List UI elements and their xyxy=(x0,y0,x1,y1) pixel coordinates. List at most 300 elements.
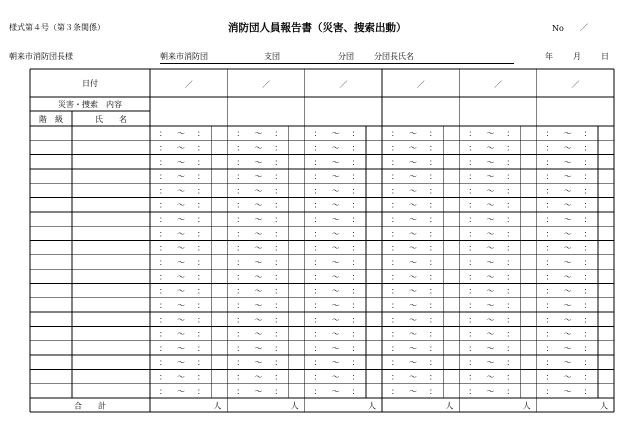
time-colon-end: ： xyxy=(274,315,283,325)
time-tilde: ～ xyxy=(486,272,495,282)
time-tilde: ～ xyxy=(409,372,417,382)
time-colon-end: ： xyxy=(274,272,283,282)
time-colon-start: ： xyxy=(391,143,399,153)
time-colon-end: ： xyxy=(274,343,283,353)
time-tilde: ～ xyxy=(563,243,572,253)
time-colon-start: ： xyxy=(159,386,167,396)
time-colon-start: ： xyxy=(391,386,399,396)
time-colon-end: ： xyxy=(429,315,437,325)
time-tilde: ～ xyxy=(486,243,495,253)
time-colon-start: ： xyxy=(313,186,322,196)
day-label: 日 xyxy=(601,52,609,61)
time-colon-end: ： xyxy=(351,157,360,167)
time-colon-start: ： xyxy=(391,229,399,239)
time-tilde: ～ xyxy=(254,243,263,253)
fire-brigade-name: 朝来市消防団 xyxy=(160,52,208,61)
time-colon-start: ： xyxy=(468,258,477,267)
time-tilde: ～ xyxy=(331,200,340,210)
time-tilde: ～ xyxy=(331,358,340,368)
time-tilde: ～ xyxy=(254,286,263,296)
time-tilde: ～ xyxy=(486,286,495,296)
time-tilde: ～ xyxy=(254,343,263,353)
time-colon-start: ： xyxy=(468,200,477,210)
time-colon-start: ： xyxy=(468,243,477,253)
time-colon-start: ： xyxy=(236,200,245,210)
total-person-unit: 人 xyxy=(368,401,376,411)
time-colon-start: ： xyxy=(313,243,322,253)
time-colon-end: ： xyxy=(583,315,592,325)
time-colon-start: ： xyxy=(468,343,477,353)
time-colon-end: ： xyxy=(583,372,592,382)
time-tilde: ～ xyxy=(177,157,185,167)
time-colon-start: ： xyxy=(391,215,399,225)
time-colon-end: ： xyxy=(197,386,205,396)
time-colon-end: ： xyxy=(197,372,205,382)
time-colon-end: ： xyxy=(429,143,437,153)
time-colon-end: ： xyxy=(429,215,437,225)
time-colon-end: ： xyxy=(429,300,437,310)
time-tilde: ～ xyxy=(177,272,185,282)
time-colon-start: ： xyxy=(545,215,554,225)
time-colon-start: ： xyxy=(313,272,322,282)
time-colon-end: ： xyxy=(197,200,205,210)
time-tilde: ～ xyxy=(331,172,340,182)
time-colon-start: ： xyxy=(391,129,399,139)
time-colon-start: ： xyxy=(313,300,322,310)
time-tilde: ～ xyxy=(409,315,417,325)
time-tilde: ～ xyxy=(563,143,572,153)
time-colon-end: ： xyxy=(506,300,515,310)
time-tilde: ～ xyxy=(331,215,340,225)
time-colon-start: ： xyxy=(313,215,322,225)
time-colon-end: ： xyxy=(583,215,592,225)
time-colon-end: ： xyxy=(506,129,515,139)
time-colon-start: ： xyxy=(391,329,399,339)
time-colon-start: ： xyxy=(545,315,554,325)
time-colon-end: ： xyxy=(506,258,515,267)
time-colon-start: ： xyxy=(468,386,477,396)
time-colon-start: ： xyxy=(313,358,322,368)
name-label: 氏 名 xyxy=(95,115,127,124)
time-colon-start: ： xyxy=(313,286,322,296)
time-colon-end: ： xyxy=(429,272,437,282)
time-colon-end: ： xyxy=(506,229,515,239)
year-label: 年 xyxy=(545,52,553,61)
time-colon-end: ： xyxy=(274,157,283,167)
time-tilde: ～ xyxy=(254,143,263,153)
time-tilde: ～ xyxy=(486,172,495,182)
time-tilde: ～ xyxy=(331,386,340,396)
time-colon-start: ： xyxy=(236,358,245,368)
time-colon-start: ： xyxy=(236,186,245,196)
total-person-unit: 人 xyxy=(522,401,531,411)
time-tilde: ～ xyxy=(409,229,417,239)
time-colon-start: ： xyxy=(236,243,245,253)
time-tilde: ～ xyxy=(254,172,263,182)
time-colon-end: ： xyxy=(197,157,205,167)
time-tilde: ～ xyxy=(563,358,572,368)
time-colon-start: ： xyxy=(313,172,322,182)
time-tilde: ～ xyxy=(486,315,495,325)
time-colon-end: ： xyxy=(506,343,515,353)
time-tilde: ～ xyxy=(409,386,417,396)
time-colon-end: ： xyxy=(197,243,205,253)
date-slash: ／ xyxy=(494,80,502,89)
time-tilde: ～ xyxy=(177,372,185,382)
time-tilde: ～ xyxy=(409,258,417,267)
time-tilde: ～ xyxy=(486,258,495,267)
date-label: 日付 xyxy=(82,79,98,88)
time-tilde: ～ xyxy=(177,129,185,139)
time-tilde: ～ xyxy=(177,186,185,196)
time-colon-end: ： xyxy=(197,129,205,139)
time-colon-start: ： xyxy=(545,258,554,267)
time-tilde: ～ xyxy=(409,343,417,353)
time-tilde: ～ xyxy=(409,300,417,310)
time-colon-end: ： xyxy=(274,172,283,182)
subunit-label: 分団 xyxy=(338,52,354,61)
time-tilde: ～ xyxy=(254,186,263,196)
time-colon-end: ： xyxy=(351,243,360,253)
time-colon-start: ： xyxy=(313,129,322,139)
time-colon-start: ： xyxy=(236,300,245,310)
time-colon-end: ： xyxy=(429,129,437,139)
time-colon-end: ： xyxy=(197,286,205,296)
time-tilde: ～ xyxy=(331,372,340,382)
time-tilde: ～ xyxy=(177,143,185,153)
time-tilde: ～ xyxy=(177,215,185,225)
time-colon-start: ： xyxy=(236,315,245,325)
time-tilde: ～ xyxy=(486,343,495,353)
time-colon-start: ： xyxy=(236,372,245,382)
time-colon-start: ： xyxy=(391,343,399,353)
time-colon-end: ： xyxy=(274,143,283,153)
time-colon-end: ： xyxy=(197,186,205,196)
time-colon-end: ： xyxy=(583,243,592,253)
time-colon-end: ： xyxy=(197,300,205,310)
time-tilde: ～ xyxy=(563,300,572,310)
time-tilde: ～ xyxy=(486,372,495,382)
time-colon-end: ： xyxy=(274,329,283,339)
time-colon-start: ： xyxy=(545,372,554,382)
time-colon-end: ： xyxy=(429,286,437,296)
time-colon-start: ： xyxy=(159,186,167,196)
time-colon-start: ： xyxy=(236,215,245,225)
time-colon-end: ： xyxy=(583,200,592,210)
time-colon-end: ： xyxy=(197,258,205,267)
time-tilde: ～ xyxy=(254,315,263,325)
time-colon-end: ： xyxy=(351,386,360,396)
time-colon-start: ： xyxy=(236,343,245,353)
time-tilde: ～ xyxy=(254,229,263,239)
time-tilde: ～ xyxy=(563,343,572,353)
time-tilde: ～ xyxy=(563,186,572,196)
time-tilde: ～ xyxy=(563,129,572,139)
time-tilde: ～ xyxy=(331,258,340,267)
time-colon-start: ： xyxy=(236,129,245,139)
time-colon-end: ： xyxy=(429,343,437,353)
time-colon-start: ： xyxy=(159,157,167,167)
time-colon-start: ： xyxy=(313,386,322,396)
time-colon-end: ： xyxy=(583,186,592,196)
time-colon-end: ： xyxy=(506,329,515,339)
date-slash: ／ xyxy=(416,80,425,89)
time-colon-end: ： xyxy=(429,329,437,339)
time-colon-end: ： xyxy=(351,358,360,368)
time-colon-end: ： xyxy=(197,329,205,339)
time-colon-end: ： xyxy=(274,243,283,253)
time-colon-end: ： xyxy=(506,143,515,153)
time-colon-end: ： xyxy=(583,358,592,368)
time-tilde: ～ xyxy=(331,129,340,139)
time-tilde: ～ xyxy=(409,200,417,210)
time-colon-start: ： xyxy=(468,215,477,225)
time-colon-start: ： xyxy=(545,300,554,310)
time-colon-start: ： xyxy=(313,329,322,339)
time-colon-start: ： xyxy=(545,157,554,167)
time-colon-start: ： xyxy=(391,315,399,325)
time-tilde: ～ xyxy=(254,272,263,282)
time-tilde: ～ xyxy=(254,215,263,225)
time-colon-start: ： xyxy=(236,258,245,267)
time-colon-end: ： xyxy=(506,243,515,253)
time-colon-end: ： xyxy=(351,300,360,310)
addressee: 朝来市消防団長様 xyxy=(9,52,73,61)
time-tilde: ～ xyxy=(177,172,185,182)
date-slash: ／ xyxy=(262,80,270,89)
time-tilde: ～ xyxy=(486,186,495,196)
time-colon-end: ： xyxy=(583,286,592,296)
time-tilde: ～ xyxy=(563,229,572,239)
time-colon-end: ： xyxy=(583,386,592,396)
time-colon-start: ： xyxy=(468,129,477,139)
time-tilde: ～ xyxy=(486,358,495,368)
time-colon-end: ： xyxy=(274,386,283,396)
time-colon-end: ： xyxy=(506,200,515,210)
time-colon-start: ： xyxy=(236,229,245,239)
time-colon-start: ： xyxy=(159,243,167,253)
time-tilde: ～ xyxy=(254,200,263,210)
time-colon-start: ： xyxy=(159,200,167,210)
time-tilde: ～ xyxy=(254,329,263,339)
time-colon-start: ： xyxy=(545,172,554,182)
time-colon-start: ： xyxy=(468,329,477,339)
total-label: 合 計 xyxy=(74,401,106,411)
branch-label: 支団 xyxy=(264,52,280,61)
time-tilde: ～ xyxy=(331,300,340,310)
time-tilde: ～ xyxy=(563,329,572,339)
time-tilde: ～ xyxy=(486,200,495,210)
time-colon-end: ： xyxy=(506,215,515,225)
time-tilde: ～ xyxy=(177,358,185,368)
time-tilde: ～ xyxy=(409,129,417,139)
time-colon-start: ： xyxy=(236,272,245,282)
time-colon-end: ： xyxy=(274,258,283,267)
time-tilde: ～ xyxy=(331,243,340,253)
time-colon-end: ： xyxy=(583,229,592,239)
time-tilde: ～ xyxy=(563,286,572,296)
time-colon-start: ： xyxy=(391,157,399,167)
time-colon-start: ： xyxy=(159,358,167,368)
leader-name-label: 分団長氏名 xyxy=(374,52,414,61)
time-colon-start: ： xyxy=(468,172,477,182)
time-colon-end: ： xyxy=(274,286,283,296)
time-colon-start: ： xyxy=(391,272,399,282)
no-label: No xyxy=(552,24,564,33)
time-tilde: ～ xyxy=(409,186,417,196)
time-colon-end: ： xyxy=(506,157,515,167)
time-tilde: ～ xyxy=(563,215,572,225)
time-tilde: ～ xyxy=(409,243,417,253)
time-colon-end: ： xyxy=(351,229,360,239)
time-colon-end: ： xyxy=(197,215,205,225)
time-colon-end: ： xyxy=(583,300,592,310)
time-tilde: ～ xyxy=(563,315,572,325)
time-colon-start: ： xyxy=(545,229,554,239)
time-colon-start: ： xyxy=(313,143,322,153)
time-colon-end: ： xyxy=(583,172,592,182)
time-colon-start: ： xyxy=(545,243,554,253)
time-tilde: ～ xyxy=(331,143,340,153)
time-colon-end: ： xyxy=(506,372,515,382)
time-colon-end: ： xyxy=(583,129,592,139)
time-colon-end: ： xyxy=(351,200,360,210)
time-colon-end: ： xyxy=(506,358,515,368)
time-colon-end: ： xyxy=(429,372,437,382)
time-colon-end: ： xyxy=(583,157,592,167)
time-colon-start: ： xyxy=(159,300,167,310)
time-colon-start: ： xyxy=(545,386,554,396)
time-colon-start: ： xyxy=(545,143,554,153)
time-colon-start: ： xyxy=(391,300,399,310)
time-tilde: ～ xyxy=(563,272,572,282)
time-colon-start: ： xyxy=(159,372,167,382)
time-colon-start: ： xyxy=(545,200,554,210)
time-colon-start: ： xyxy=(545,272,554,282)
time-tilde: ～ xyxy=(486,215,495,225)
time-tilde: ～ xyxy=(177,229,185,239)
document-title: 消防団人員報告書（災害、捜索出動） xyxy=(228,22,407,34)
time-colon-end: ： xyxy=(274,186,283,196)
time-colon-end: ： xyxy=(429,200,437,210)
date-slash: ／ xyxy=(339,80,348,89)
time-colon-start: ： xyxy=(159,343,167,353)
time-colon-start: ： xyxy=(159,258,167,267)
time-colon-start: ： xyxy=(313,315,322,325)
time-tilde: ～ xyxy=(486,386,495,396)
time-colon-end: ： xyxy=(274,229,283,239)
time-tilde: ～ xyxy=(409,215,417,225)
time-tilde: ～ xyxy=(254,129,263,139)
time-tilde: ～ xyxy=(486,300,495,310)
time-colon-start: ： xyxy=(159,286,167,296)
time-colon-start: ： xyxy=(545,343,554,353)
time-tilde: ～ xyxy=(254,157,263,167)
time-tilde: ～ xyxy=(177,258,185,267)
time-colon-end: ： xyxy=(506,272,515,282)
time-colon-end: ： xyxy=(351,315,360,325)
time-colon-end: ： xyxy=(429,258,437,267)
time-tilde: ～ xyxy=(177,315,185,325)
time-colon-start: ： xyxy=(545,358,554,368)
time-colon-start: ： xyxy=(236,329,245,339)
time-colon-start: ： xyxy=(391,243,399,253)
time-colon-start: ： xyxy=(313,200,322,210)
time-colon-start: ： xyxy=(468,372,477,382)
form-number: 様式第４号（第３条関係） xyxy=(9,23,105,32)
rank-label: 階 級 xyxy=(39,115,63,124)
time-tilde: ～ xyxy=(409,286,417,296)
time-tilde: ～ xyxy=(486,129,495,139)
time-tilde: ～ xyxy=(177,286,185,296)
time-colon-start: ： xyxy=(236,286,245,296)
time-tilde: ～ xyxy=(409,143,417,153)
time-tilde: ～ xyxy=(331,186,340,196)
time-tilde: ～ xyxy=(254,372,263,382)
time-tilde: ～ xyxy=(331,286,340,296)
time-colon-start: ： xyxy=(391,286,399,296)
time-colon-start: ： xyxy=(159,329,167,339)
time-colon-end: ： xyxy=(351,143,360,153)
time-colon-end: ： xyxy=(506,386,515,396)
time-colon-start: ： xyxy=(468,229,477,239)
time-colon-start: ： xyxy=(391,200,399,210)
time-colon-start: ： xyxy=(313,372,322,382)
time-colon-end: ： xyxy=(197,315,205,325)
time-colon-end: ： xyxy=(197,172,205,182)
time-tilde: ～ xyxy=(254,386,263,396)
time-colon-end: ： xyxy=(583,143,592,153)
time-colon-end: ： xyxy=(429,229,437,239)
time-tilde: ～ xyxy=(177,329,185,339)
time-colon-end: ： xyxy=(274,358,283,368)
time-tilde: ～ xyxy=(409,272,417,282)
time-tilde: ～ xyxy=(486,143,495,153)
time-tilde: ～ xyxy=(563,258,572,267)
time-colon-start: ： xyxy=(391,372,399,382)
time-colon-start: ： xyxy=(391,172,399,182)
time-colon-start: ： xyxy=(545,329,554,339)
month-label: 月 xyxy=(573,52,581,61)
total-person-unit: 人 xyxy=(290,401,299,411)
time-colon-start: ： xyxy=(159,272,167,282)
time-tilde: ～ xyxy=(486,229,495,239)
time-tilde: ～ xyxy=(254,258,263,267)
time-tilde: ～ xyxy=(177,300,185,310)
time-colon-end: ： xyxy=(197,343,205,353)
time-tilde: ～ xyxy=(254,358,263,368)
time-colon-end: ： xyxy=(197,358,205,368)
time-colon-end: ： xyxy=(429,172,437,182)
time-colon-start: ： xyxy=(468,272,477,282)
time-colon-start: ： xyxy=(468,143,477,153)
time-tilde: ～ xyxy=(486,329,495,339)
time-colon-end: ： xyxy=(351,286,360,296)
time-tilde: ～ xyxy=(409,172,417,182)
time-tilde: ～ xyxy=(331,343,340,353)
time-tilde: ～ xyxy=(177,200,185,210)
time-colon-end: ： xyxy=(429,358,437,368)
time-colon-start: ： xyxy=(159,129,167,139)
time-colon-end: ： xyxy=(351,129,360,139)
time-tilde: ～ xyxy=(177,343,185,353)
time-colon-start: ： xyxy=(236,157,245,167)
time-colon-end: ： xyxy=(429,386,437,396)
time-colon-start: ： xyxy=(391,186,399,196)
time-colon-end: ： xyxy=(351,272,360,282)
time-colon-start: ： xyxy=(159,215,167,225)
time-colon-start: ： xyxy=(313,258,322,267)
